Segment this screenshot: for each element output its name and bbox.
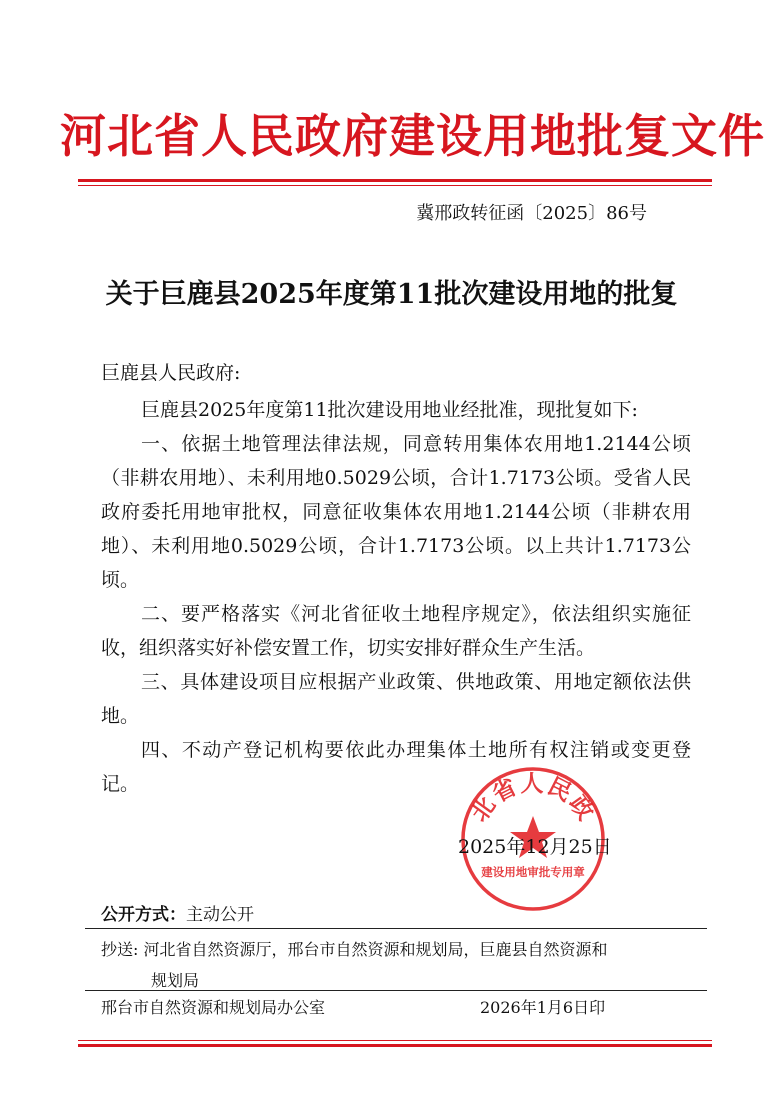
document-number: 冀邢政转征函〔2025〕86号 — [416, 203, 647, 224]
paragraph-intro: 巨鹿县2025年度第11批次建设用地业经批准，现批复如下: — [141, 399, 638, 421]
issue-date: 2025年12月25日 — [458, 836, 612, 858]
header-red-line-thick — [78, 179, 712, 182]
header-red-line-thin — [78, 185, 712, 186]
disclosure-value: 主动公开 — [186, 905, 254, 925]
issuing-office: 邢台市自然资源和规划局办公室 — [101, 998, 326, 1017]
header-title: 河北省人民政府建设用地批复文件 — [60, 109, 765, 163]
seal-top-text: 北省人民政 — [465, 770, 601, 827]
seal-bottom-text: 建设用地审批专用章 — [481, 865, 585, 879]
disclosure-method — [101, 900, 254, 925]
print-date: 2026年1月6日印 — [480, 998, 606, 1017]
divider-middle — [85, 990, 707, 991]
divider-top — [85, 928, 707, 929]
paragraph-three: 三、具体建设项目应根据产业政策、供地政策、用地定额依法供地。 — [101, 671, 691, 727]
salutation: 巨鹿县人民政府: — [101, 362, 241, 384]
paragraph-four: 四、不动产登记机构要依此办理集体土地所有权注销或变更登记。 — [101, 739, 691, 795]
cc-list — [101, 934, 701, 996]
paragraph-one: 一、依据土地管理法律法规，同意转用集体农用地1.2144公顷（非耕农用地）、未利用地0.5029公顷，合计1.7173公顷。受省人民政府委托用地审批权，同意征收集体农用地1.2144公顷（非耕农用地）、未利用地0.5029公顷，合计1.7173公顷。以上共计1.7173公顷。 — [101, 433, 691, 591]
disclosure-label: 公开方式： — [101, 905, 186, 925]
paragraph-two: 二、要严格落实《河北省征收土地程序规定》，依法组织实施征收，组织落实好补偿安置工作，切实安排好群众生产生活。 — [101, 603, 691, 659]
document-title: 关于巨鹿县2025年度第11批次建设用地的批复 — [105, 279, 678, 310]
footer-red-line-thick — [78, 1044, 712, 1047]
footer-red-line-thin — [78, 1040, 712, 1041]
cc-line-1: 河北省自然资源厅，邢台市自然资源和规划局，巨鹿县自然资源和 — [143, 940, 608, 959]
cc-label: 抄送: — [101, 940, 139, 959]
cc-line-2: 规划局 — [151, 971, 200, 990]
